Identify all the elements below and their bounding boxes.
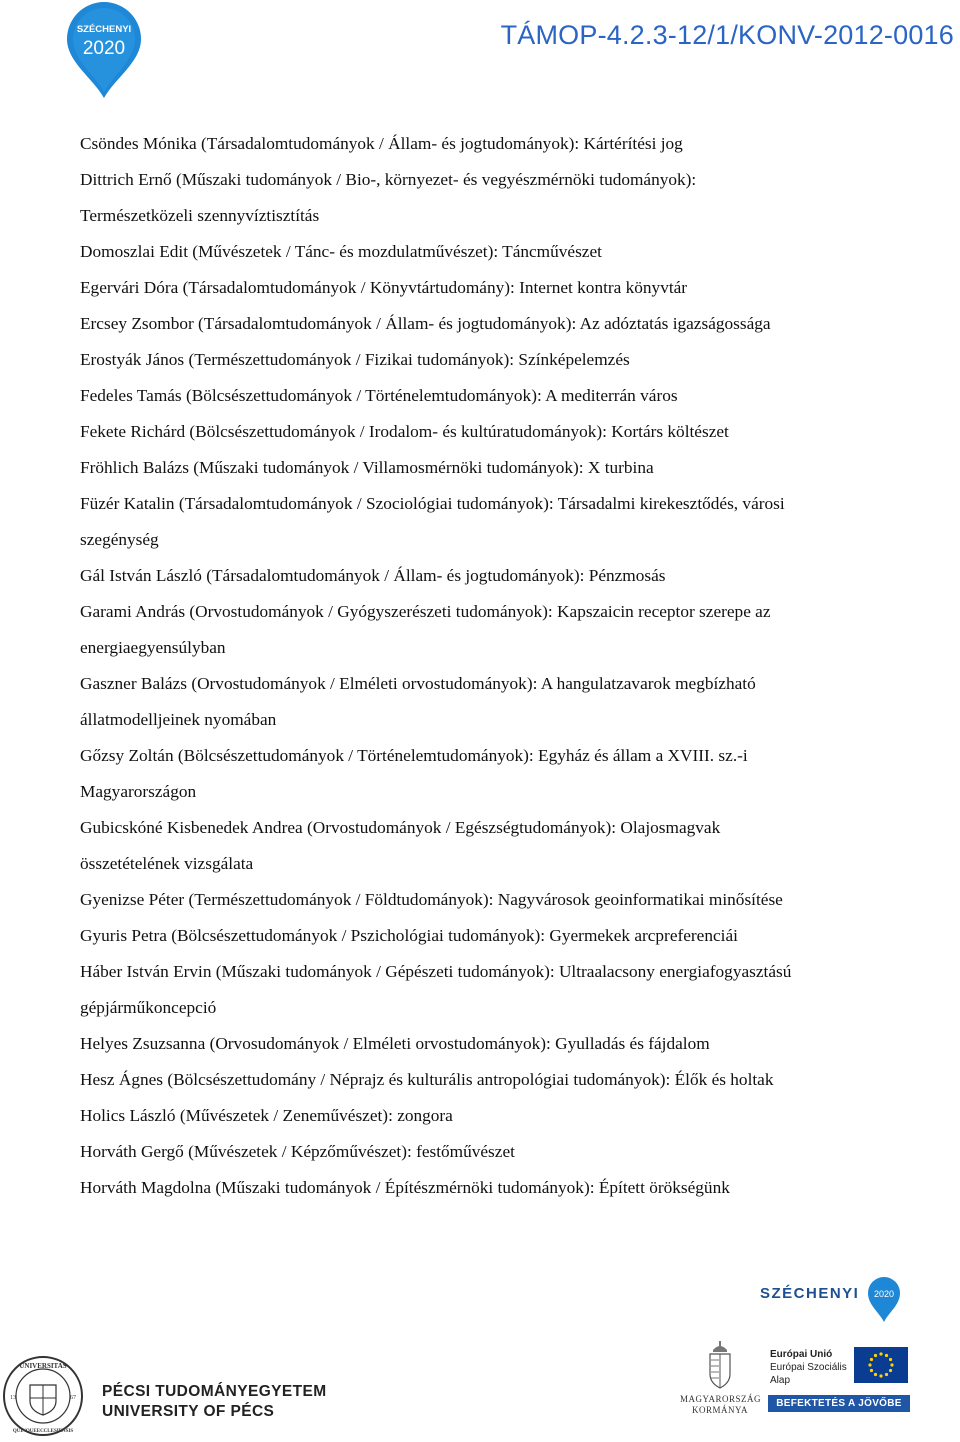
eu-line-3: Alap (770, 1375, 791, 1386)
list-item: Ercsey Zsombor (Társadalomtudományok / Állam- és jogtudományok): Az adóztatás igazságossága (80, 314, 771, 333)
list-item: Fedeles Tamás (Bölcsészettudományok / Történelemtudományok): A mediterrán város (80, 386, 678, 405)
university-name-en: UNIVERSITY OF PÉCS (102, 1403, 275, 1420)
szechenyi-word: SZÉCHENYI (760, 1285, 860, 1302)
eu-star-icon (885, 1354, 888, 1357)
list-item: Domoszlai Edit (Művészetek / Tánc- és mozdulatművészet): Táncművészet (80, 242, 602, 261)
entry-list (80, 126, 940, 1206)
list-item: Egervári Dóra (Társadalomtudományok / Könyvtártudomány): Internet kontra könyvtár (80, 278, 688, 297)
eu-line-2: Európai Szociális (770, 1362, 847, 1373)
government-line-1: MAGYARORSZÁG (680, 1394, 762, 1404)
eu-logo (768, 1345, 910, 1415)
list-item: Helyes Zsuzsanna (Orvosudományok / Elméleti orvostudományok): Gyulladás és fájdalom (80, 1034, 710, 1053)
eu-text (770, 1348, 847, 1387)
szechenyi-footer-logo (760, 1275, 910, 1325)
government-line-2: KORMÁNYA (691, 1405, 748, 1415)
list-item: Füzér Katalin (Társadalomtudományok / Szociológiai tudományok): Társadalmi kirekesztődés, városi (80, 494, 785, 513)
list-item: Magyarországon (80, 782, 197, 801)
eu-star-icon (885, 1373, 888, 1376)
eu-star-icon (889, 1358, 892, 1361)
seal-left-number: 13 (10, 1395, 16, 1401)
eu-star-icon (870, 1358, 873, 1361)
project-code: TÁMOP-4.2.3-12/1/KONV-2012-0016 (500, 20, 954, 50)
list-item: Garami András (Orvostudományok / Gyógyszerészeti tudományok): Kapszaicin receptor szerepe az (80, 602, 771, 621)
coat-of-arms-icon (707, 1340, 733, 1390)
university-logo (0, 1355, 330, 1440)
eu-star-icon (879, 1374, 882, 1377)
szechenyi-year: 2020 (873, 1289, 895, 1299)
eu-star-icon (879, 1352, 882, 1355)
eu-star-icon (890, 1363, 893, 1366)
list-item: Gőzsy Zoltán (Bölcsészettudományok / Történelemtudományok): Egyház és állam a XVIII. sz.-i (80, 746, 748, 765)
szechenyi-pin-icon (866, 1275, 902, 1323)
list-item: Gál István László (Társadalomtudományok / Állam- és jogtudományok): Pénzmosás (80, 566, 666, 585)
seal-text-top: UNIVERSITAS (19, 1362, 67, 1370)
eu-star-icon (874, 1373, 877, 1376)
eu-star-icon (870, 1369, 873, 1372)
list-item: Fröhlich Balázs (Műszaki tudományok / Villamosmérnöki tudományok): X turbina (80, 458, 654, 477)
list-item: Hesz Ágnes (Bölcsészettudomány / Néprajz és kulturális antropológiai tudományok): Élők és holtak (80, 1070, 774, 1089)
list-item: Gubicskóné Kisbenedek Andrea (Orvostudományok / Egészségtudományok): Olajosmagvak (80, 818, 721, 837)
szechenyi-2020-logo (63, 2, 145, 100)
seal-right-number: 67 (70, 1395, 76, 1401)
list-item: Holics László (Művészetek / Zeneművészet): zongora (80, 1106, 453, 1125)
government-text (680, 1394, 760, 1416)
list-item: állatmodelljeinek nyomában (80, 710, 277, 729)
eu-star-icon (889, 1369, 892, 1372)
list-item: Horváth Magdolna (Műszaki tudományok / Építészmérnöki tudományok): Épített örökségünk (80, 1178, 730, 1197)
list-item: energiaegyensúlyban (80, 638, 226, 657)
eu-line-1: Európai Unió (770, 1349, 833, 1360)
university-name (102, 1382, 327, 1422)
list-item: Gyenizse Péter (Természettudományok / Földtudományok): Nagyvárosok geoinformatikai minősítése (80, 890, 783, 909)
list-item: összetételének vizsgálata (80, 854, 254, 873)
list-item: szegénység (80, 530, 159, 549)
list-item: Dittrich Ernő (Műszaki tudományok / Bio-, környezet- és vegyészmérnöki tudományok): (80, 170, 697, 189)
university-seal-icon (2, 1355, 84, 1437)
logo-text-year: 2020 (82, 38, 126, 59)
list-item: Természetközeli szennyvíztisztítás (80, 206, 320, 225)
list-item: gépjárműkoncepció (80, 998, 217, 1017)
seal-text-bottom: QUINQUEECCLESIENSIS (12, 1429, 74, 1434)
government-logo (680, 1340, 760, 1440)
page-header (0, 0, 960, 110)
list-item: Gyuris Petra (Bölcsészettudományok / Pszichológiai tudományok): Gyermekek arcpreferenciái (80, 926, 738, 945)
eu-star-icon (874, 1354, 877, 1357)
university-name-hu: PÉCSI TUDOMÁNYEGYETEM (102, 1383, 327, 1400)
eu-star-icon (868, 1363, 871, 1366)
eu-banner: BEFEKTETÉS A JÖVŐBE (768, 1395, 910, 1412)
list-item: Horváth Gergő (Művészetek / Képzőművészet): festőművészet (80, 1142, 515, 1161)
list-item: Gaszner Balázs (Orvostudományok / Elméleti orvostudományok): A hangulatzavarok megbízható (80, 674, 756, 693)
list-item: Csöndes Mónika (Társadalomtudományok / Állam- és jogtudományok): Kártérítési jog (80, 134, 683, 153)
list-item: Fekete Richárd (Bölcsészettudományok / Irodalom- és kultúratudományok): Kortárs költészet (80, 422, 729, 441)
list-item: Háber István Ervin (Műszaki tudományok / Gépészeti tudományok): Ultraalacsony energiafogyasztású (80, 962, 792, 981)
list-item: Erostyák János (Természettudományok / Fizikai tudományok): Színképelemzés (80, 350, 630, 369)
eu-flag-icon (854, 1347, 908, 1383)
logo-text-top: SZÉCHENYI (76, 24, 132, 35)
